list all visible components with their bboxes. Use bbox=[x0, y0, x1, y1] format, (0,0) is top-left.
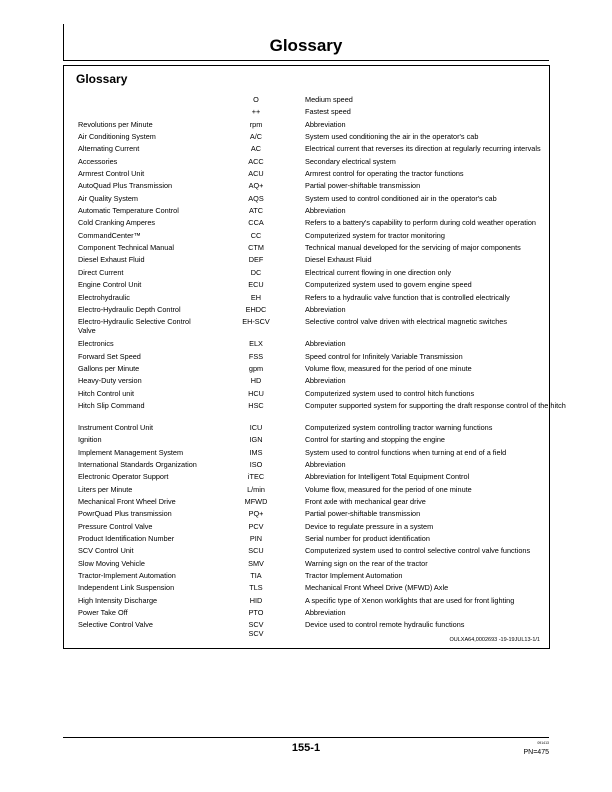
glossary-row bbox=[0, 509, 612, 521]
glossary-abbr: ISO bbox=[249, 459, 263, 469]
glossary-row bbox=[0, 364, 612, 376]
glossary-table bbox=[0, 95, 612, 642]
glossary-row bbox=[0, 596, 612, 608]
glossary-term: Hitch Slip Command bbox=[78, 400, 145, 410]
glossary-abbr: A/C bbox=[249, 132, 263, 142]
glossary-abbr: TIA bbox=[250, 571, 262, 581]
glossary-term: Automatic Temperature Control bbox=[78, 206, 179, 216]
glossary-term: Electronic Operator Support bbox=[78, 472, 169, 482]
glossary-def: Computerized system used to control hitch functions bbox=[305, 388, 475, 398]
glossary-term: Liters per Minute bbox=[78, 484, 133, 494]
glossary-def: Abbreviation bbox=[305, 206, 346, 216]
glossary-row bbox=[0, 280, 612, 292]
glossary-def: Volume flow, measured for the period of one minute bbox=[305, 484, 472, 494]
glossary-row bbox=[0, 218, 612, 230]
glossary-abbr: AC bbox=[250, 144, 262, 154]
glossary-row bbox=[0, 107, 612, 119]
glossary-abbr: HCU bbox=[248, 388, 264, 398]
glossary-term: Implement Management System bbox=[78, 447, 184, 457]
glossary-row bbox=[0, 95, 612, 107]
glossary-abbr: ATC bbox=[248, 206, 264, 216]
glossary-abbr: rpm bbox=[249, 119, 263, 129]
glossary-term: Pressure Control Valve bbox=[78, 521, 153, 531]
glossary-term: International Standards Organization bbox=[78, 459, 197, 469]
glossary-row bbox=[0, 389, 612, 401]
glossary-row bbox=[0, 376, 612, 388]
glossary-def: Partial power-shiftable transmission bbox=[305, 181, 421, 191]
glossary-abbr: IMS bbox=[249, 447, 263, 457]
glossary-row bbox=[0, 583, 612, 595]
glossary-abbr: AQ+ bbox=[248, 181, 264, 191]
glossary-def: Secondary electrical system bbox=[305, 156, 396, 166]
glossary-abbr: PCV bbox=[248, 521, 264, 531]
product-number: PN=475 bbox=[523, 749, 549, 756]
glossary-term: Independent Link Suspension bbox=[78, 583, 175, 593]
glossary-abbr: AQS bbox=[248, 193, 264, 203]
glossary-term: Electro-Hydraulic Depth Control bbox=[78, 304, 181, 314]
glossary-abbr: L/min bbox=[247, 484, 265, 494]
small-code: 091413 bbox=[537, 741, 549, 745]
glossary-term: Selective Control Valve bbox=[78, 620, 153, 630]
glossary-term: Component Technical Manual bbox=[78, 243, 174, 253]
glossary-row bbox=[0, 144, 612, 156]
glossary-row bbox=[0, 571, 612, 583]
glossary-term: Product Identification Number bbox=[78, 534, 175, 543]
glossary-row bbox=[0, 255, 612, 267]
glossary-abbr: FSS bbox=[248, 351, 264, 361]
glossary-def: Fastest speed bbox=[305, 107, 351, 117]
glossary-row bbox=[0, 243, 612, 255]
glossary-abbr: iTEC bbox=[247, 472, 265, 482]
glossary-row bbox=[0, 534, 612, 546]
glossary-def: Abbreviation bbox=[305, 459, 346, 469]
glossary-row bbox=[0, 423, 612, 435]
glossary-def: Computerized system used to control selective control valve functions bbox=[305, 546, 531, 556]
glossary-def: Abbreviation for Intelligent Total Equipment Control bbox=[305, 472, 470, 482]
glossary-row bbox=[0, 194, 612, 206]
glossary-term: Gallons per Minute bbox=[78, 363, 140, 373]
glossary-def: Refers to a battery's capability to perform during cold weather operation bbox=[305, 218, 536, 228]
glossary-term: Air Quality System bbox=[78, 193, 139, 203]
glossary-row bbox=[0, 169, 612, 181]
glossary-row bbox=[0, 339, 612, 351]
footer-rule bbox=[63, 737, 549, 738]
page-number: 155-1 bbox=[291, 742, 321, 754]
glossary-def: Computerized system controlling tractor warning functions bbox=[305, 422, 493, 432]
glossary-row bbox=[0, 352, 612, 364]
glossary-row bbox=[0, 132, 612, 144]
glossary-abbr: DEF bbox=[248, 255, 264, 265]
glossary-abbr: O bbox=[253, 95, 259, 104]
glossary-def: System used conditioning the air in the operator's cab bbox=[305, 132, 479, 142]
glossary-def: Abbreviation bbox=[305, 119, 346, 129]
glossary-def: Refers to a hydraulic valve function that is controlled electrically bbox=[305, 292, 510, 302]
glossary-def: Medium speed bbox=[305, 95, 353, 104]
glossary-row bbox=[0, 401, 612, 423]
glossary-abbr: EH bbox=[250, 292, 262, 302]
glossary-term: Electronics bbox=[78, 339, 114, 349]
glossary-abbr: PTO bbox=[248, 608, 264, 618]
glossary-term: Electrohydraulic bbox=[78, 292, 130, 302]
glossary-def: Abbreviation bbox=[305, 608, 346, 618]
glossary-abbr: ICU bbox=[249, 422, 263, 432]
glossary-term: Revolutions per Minute bbox=[78, 119, 153, 129]
glossary-term: Power Take Off bbox=[78, 608, 128, 618]
glossary-def: Control for starting and stopping the engine bbox=[305, 435, 445, 445]
glossary-row bbox=[0, 522, 612, 534]
glossary-row bbox=[0, 559, 612, 571]
glossary-row bbox=[0, 268, 612, 280]
glossary-abbr: gpm bbox=[248, 363, 264, 373]
glossary-term: PowrQuad Plus transmission bbox=[78, 509, 172, 519]
glossary-row bbox=[0, 460, 612, 472]
glossary-abbr: CTM bbox=[248, 243, 264, 253]
page-title: Glossary bbox=[269, 36, 343, 55]
glossary-term: Slow Moving Vehicle bbox=[78, 558, 145, 568]
glossary-def: Computerized system used to govern engine speed bbox=[305, 280, 472, 290]
glossary-def: Selective control valve driven with electrical magnetic switches bbox=[305, 317, 507, 327]
glossary-def: Mechanical Front Wheel Drive (MFWD) Axle bbox=[305, 583, 449, 593]
glossary-term: Armrest Control Unit bbox=[78, 169, 145, 179]
glossary-def: Device used to control remote hydraulic functions bbox=[305, 620, 465, 630]
glossary-abbr: ACC bbox=[248, 156, 264, 166]
glossary-abbr: SMV bbox=[248, 558, 264, 568]
glossary-abbr: HID bbox=[249, 595, 263, 605]
glossary-def: Computerized system for tractor monitoring bbox=[305, 230, 445, 240]
glossary-abbr: ECU bbox=[248, 280, 264, 290]
glossary-row bbox=[0, 472, 612, 484]
glossary-def: Technical manual developed for the servicing of major components bbox=[305, 243, 521, 253]
glossary-row bbox=[0, 497, 612, 509]
glossary-term: Ignition bbox=[78, 435, 102, 445]
glossary-term: AutoQuad Plus Transmission bbox=[78, 181, 173, 191]
glossary-abbr: DC bbox=[250, 267, 262, 277]
glossary-def: Computer supported system for supporting the draft response control of the hitch bbox=[305, 400, 566, 410]
glossary-def: A specific type of Xenon worklights that are used for front lighting bbox=[305, 595, 515, 605]
glossary-def: Electrical current flowing in one direction only bbox=[305, 267, 452, 277]
glossary-row bbox=[0, 206, 612, 218]
glossary-term: Direct Current bbox=[78, 267, 124, 277]
section-title: Glossary bbox=[76, 72, 128, 86]
glossary-abbr: MFWD bbox=[244, 496, 268, 506]
glossary-abbr: TLS bbox=[249, 583, 263, 593]
glossary-term: Electro-Hydraulic Selective Control Valve bbox=[78, 317, 191, 336]
glossary-def: Armrest control for operating the tractor functions bbox=[305, 169, 464, 179]
glossary-def: Abbreviation bbox=[305, 304, 346, 314]
glossary-abbr: ++ bbox=[251, 107, 261, 117]
glossary-term: High Intensity Discharge bbox=[78, 595, 158, 605]
glossary-abbr: PIN bbox=[249, 534, 263, 543]
glossary-term: SCV Control Unit bbox=[78, 546, 134, 556]
glossary-term: Tractor-Implement Automation bbox=[78, 571, 176, 581]
glossary-abbr: SCV SCV bbox=[248, 620, 264, 639]
glossary-term: Forward Set Speed bbox=[78, 351, 141, 361]
glossary-row bbox=[0, 120, 612, 132]
glossary-row bbox=[0, 181, 612, 193]
glossary-abbr: EHDC bbox=[245, 304, 267, 314]
header-rule bbox=[63, 60, 549, 61]
glossary-def: System used to control conditioned air in the operator's cab bbox=[305, 193, 497, 203]
glossary-def: Tractor Implement Automation bbox=[305, 571, 403, 581]
glossary-term: Heavy-Duty version bbox=[78, 376, 142, 386]
glossary-row bbox=[0, 546, 612, 558]
glossary-abbr: ELX bbox=[249, 339, 263, 349]
glossary-abbr: SCU bbox=[248, 546, 264, 556]
glossary-row bbox=[0, 231, 612, 243]
glossary-def: Speed control for Infinitely Variable Transmission bbox=[305, 351, 463, 361]
glossary-term: Air Conditioning System bbox=[78, 132, 156, 142]
reference-code: OULXA64,0002693 -19-19JUL13-1/1 bbox=[449, 637, 540, 643]
glossary-def: Volume flow, measured for the period of one minute bbox=[305, 363, 472, 373]
glossary-row bbox=[0, 293, 612, 305]
glossary-row bbox=[0, 305, 612, 317]
glossary-abbr: HD bbox=[250, 376, 262, 386]
glossary-def: Abbreviation bbox=[305, 376, 346, 386]
glossary-term: Engine Control Unit bbox=[78, 280, 142, 290]
glossary-abbr: IGN bbox=[249, 435, 263, 445]
glossary-row bbox=[0, 435, 612, 447]
glossary-abbr: CCA bbox=[248, 218, 264, 228]
glossary-term: Mechanical Front Wheel Drive bbox=[78, 496, 176, 506]
glossary-def: Front axle with mechanical gear drive bbox=[305, 496, 426, 506]
glossary-abbr: ACU bbox=[248, 169, 264, 179]
glossary-row bbox=[0, 608, 612, 620]
glossary-def: Device to regulate pressure in a system bbox=[305, 521, 434, 531]
glossary-row bbox=[0, 317, 612, 339]
glossary-row bbox=[0, 448, 612, 460]
glossary-row bbox=[0, 485, 612, 497]
glossary-def: Diesel Exhaust Fluid bbox=[305, 255, 372, 265]
glossary-term: Alternating Current bbox=[78, 144, 140, 154]
glossary-def: System used to control functions when turning at end of a field bbox=[305, 447, 507, 457]
glossary-term: CommandCenter™ bbox=[78, 230, 141, 240]
glossary-def: Abbreviation bbox=[305, 339, 346, 349]
glossary-abbr: HSC bbox=[248, 400, 264, 410]
glossary-abbr: CC bbox=[250, 230, 262, 240]
glossary-def: Serial number for product identification bbox=[305, 534, 430, 543]
glossary-def: Partial power-shiftable transmission bbox=[305, 509, 421, 519]
glossary-def: Warning sign on the rear of the tractor bbox=[305, 558, 428, 568]
glossary-term: Instrument Control Unit bbox=[78, 422, 154, 432]
glossary-row bbox=[0, 157, 612, 169]
glossary-abbr: PQ+ bbox=[248, 509, 264, 519]
glossary-term: Cold Cranking Amperes bbox=[78, 218, 156, 228]
glossary-term: Diesel Exhaust Fluid bbox=[78, 255, 145, 265]
glossary-def: Electrical current that reverses its direction at regularly recurring intervals bbox=[305, 144, 541, 154]
glossary-term: Hitch Control unit bbox=[78, 388, 134, 398]
glossary-abbr: EH-SCV bbox=[242, 317, 270, 327]
glossary-term: Accessories bbox=[78, 156, 118, 166]
